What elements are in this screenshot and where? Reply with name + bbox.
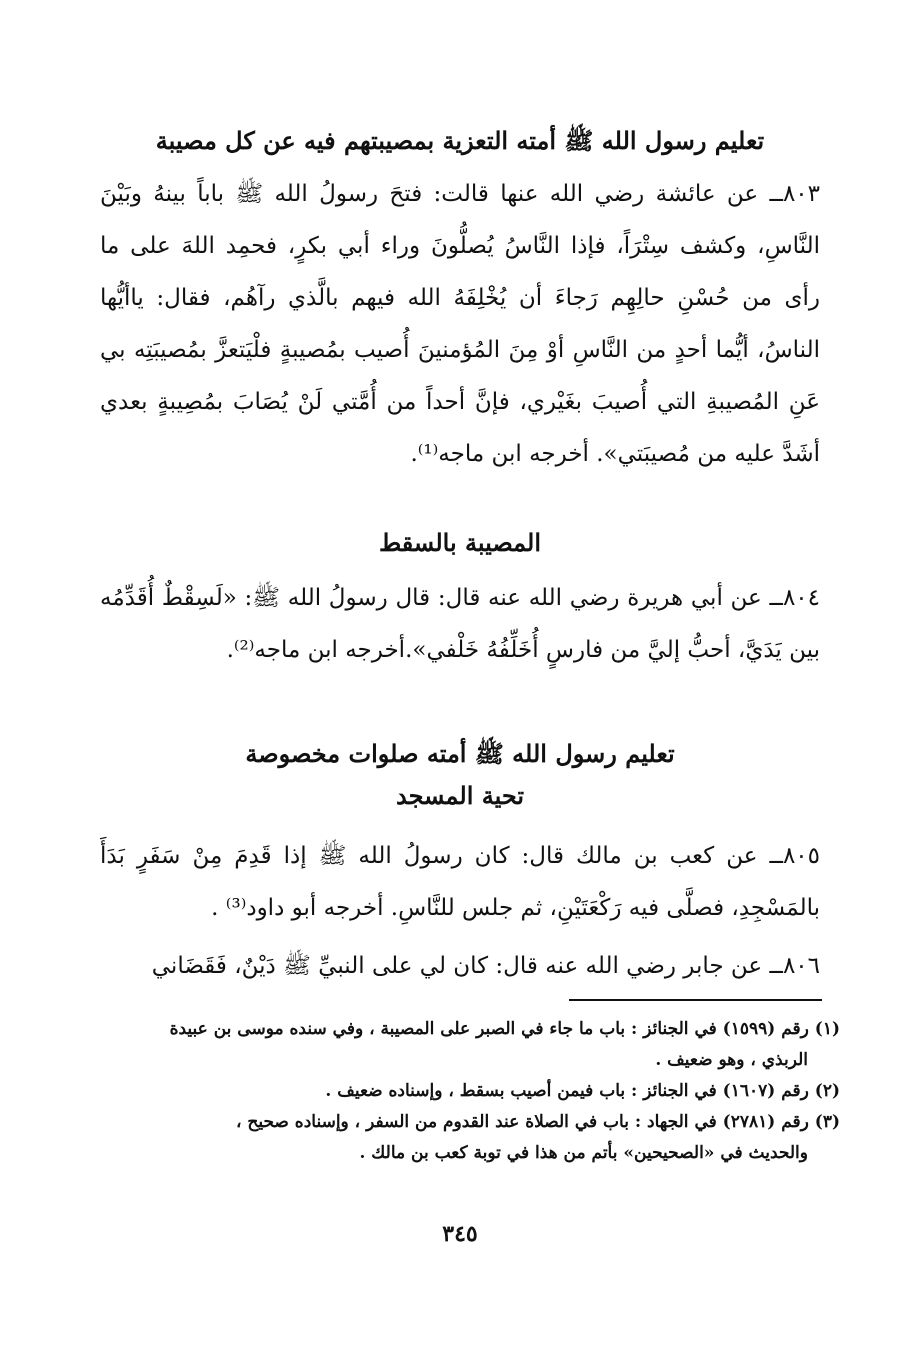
section-heading-prayers: تعليم رسول الله ﷺ أمته صلوات مخصوصة (245, 739, 675, 768)
footnote-separator (569, 999, 822, 1001)
hadith-806 (100, 940, 820, 992)
footnotes (100, 1014, 840, 1169)
footnote-1 (100, 1014, 840, 1076)
hadith-804 (100, 572, 820, 676)
footnote-1-line-2: الربذي ، وهو ضعيف . (655, 1050, 808, 1070)
footnote-1-line-1: (١) رقم (١٥٩٩) في الجنائز : باب ما جاء في الصبر على المصيبة ، وفي سنده موسى بن عبيدة (169, 1019, 840, 1039)
footnote-3-line-2: والحديث في «الصحيحين» بأتم من هذا في توبة كعب بن مالك . (359, 1143, 808, 1163)
section-heading-condolence: تعليم رسول الله ﷺ أمته التعزية بمصيبتهم فيه عن كل مصيبة (155, 126, 765, 155)
footnote-3 (100, 1107, 840, 1169)
page-number: ٣٤٥ (442, 1221, 478, 1247)
section-heading-miscarriage: المصيبة بالسقط (378, 528, 541, 557)
footnote-2: (٢) رقم (١٦٠٧) في الجنائز : باب فيمن أصيب بسقط ، وإسناده ضعيف . (325, 1081, 840, 1101)
hadith-805 (100, 830, 820, 934)
hadith-806-text: ٨٠٦ــ عن جابر رضي الله عنه قال: كان لي على النبيِّ ﷺ دَيْنٌ، فَقَضَاني (151, 953, 820, 979)
hadith-805-text: ٨٠٥ــ عن كعب بن مالك قال: كان رسولُ الله ﷺ إذا قَدِمَ مِنْ سَفَرٍ بَدَأَ بالمَسْجِدِ، فصلَّى فيه رَكْعَتَيْنِ، ثم جلس للنَّاسِ. أخرجه أبو داود⁽³⁾ . (100, 843, 820, 921)
hadith-803-text: ٨٠٣ــ عن عائشة رضي الله عنها قالت: فتحَ رسولُ الله ﷺ باباً بينهُ وبَيْنَ النَّاسِ، وكشف سِتْرَاً، فإذا النَّاسُ يُصلُّونَ وراء أبي بكرٍ، فحمِد اللهَ على ما رأى من حُسْنِ حالِهِم رَجاءَ أن يُخْلِفَهُ الله فيهم بالَّذي رآهُم، فقال: ياأيُّها الناسُ، أيُّما أحدٍ من النَّاسِ أوْ مِنَ المُؤمنينَ أُصيب بمُصيبةٍ فلْيَتعزَّ بمُصيبَتِه بي عَنِ المُصيبةِ التي أُصيبَ بغَيْري، فإنَّ أحداً من أُمَّتي لَنْ يُصَابَ بمُصِيبةٍ بعدي أشَدَّ عليه من مُصيبَتي». أخرجه ابن ماجه⁽¹⁾. (100, 181, 820, 467)
subsection-heading-mosque-greeting: تحية المسجد (396, 781, 524, 810)
hadith-804-text: ٨٠٤ــ عن أبي هريرة رضي الله عنه قال: قال رسولُ الله ﷺ: «لَسِقْطٌ أُقَدِّمُه بين يَدَيَّ، أحبُّ إليَّ من فارسٍ أُخَلِّفُهُ خَلْفي».أخرجه ابن ماجه⁽²⁾. (100, 585, 820, 663)
hadith-803 (100, 168, 820, 480)
footnote-3-line-1: (٣) رقم (٢٧٨١) في الجهاد : باب في الصلاة عند القدوم من السفر ، وإسناده صحيح ، (235, 1112, 840, 1132)
